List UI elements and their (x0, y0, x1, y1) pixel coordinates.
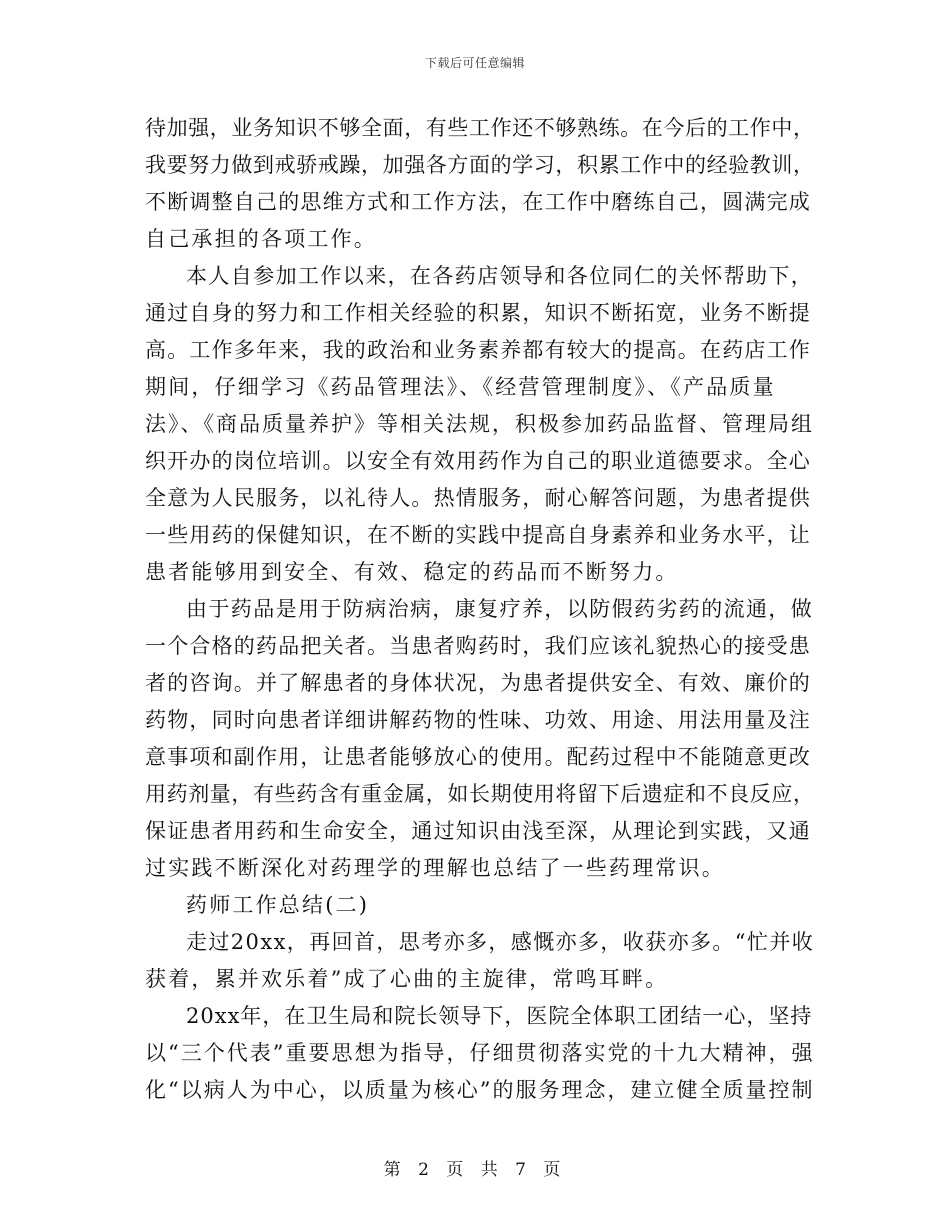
text-line: 全意为人民服务，以礼待人。热情服务，耐心解答问题，为患者提供 (145, 486, 811, 510)
page-number: 第 2 页 共 7 页 (383, 1160, 567, 1180)
text-line: 由于药品是用于防病治病，康复疗养，以防假药劣药的流通，做 (186, 597, 814, 621)
text-line: 织开办的岗位培训。以安全有效用药作为自己的职业道德要求。全心 (145, 449, 811, 473)
text-line: 一些用药的保健知识，在不断的实践中提高自身素养和业务水平，让 (145, 523, 811, 547)
text-line: 者的咨询。并了解患者的身体状况，为患者提供安全、有效、廉价的 (145, 671, 811, 695)
text-line: 高。工作多年来，我的政治和业务素养都有较大的提高。在药店工作 (145, 338, 811, 362)
text-line: 保证患者用药和生命安全，通过知识由浅至深，从理论到实践，又通 (145, 819, 811, 843)
text-line: 20xx年，在卫生局和院长领导下，医院全体职工团结一心，坚持 (186, 1004, 813, 1028)
text-line: 获着，累并欢乐着”成了心曲的主旋律，常鸣耳畔。 (145, 967, 669, 991)
text-line: 法》、《商品质量养护》等相关法规，积极参加药品监督、管理局组 (145, 412, 814, 436)
text-line: 自己承担的各项工作。 (145, 227, 377, 251)
text-line: 化“以病人为中心，以质量为核心”的服务理念，建立健全质量控制 (145, 1078, 815, 1102)
text-line: 走过20xx，再回首，思考亦多，感慨亦多，收获亦多。“忙并收 (186, 930, 815, 954)
text-line: 药物，同时向患者详细讲解药物的性味、功效、用途、用法用量及注 (145, 708, 811, 732)
text-line: 过实践不断深化对药理学的理解也总结了一些药理常识。 (145, 856, 725, 880)
text-line: 以“三个代表”重要思想为指导，仔细贯彻落实党的十九大精神，强 (145, 1041, 815, 1065)
text-line: 待加强，业务知识不够全面，有些工作还不够熟练。在今后的工作中， (145, 116, 815, 140)
text-line: 一个合格的药品把关者。当患者购药时，我们应该礼貌热心的接受患 (145, 634, 811, 658)
text-line: 期间，仔细学习《药品管理法》、《经营管理制度》、《产品质量 (145, 375, 776, 399)
page-header: 下载后可任意编辑 (424, 56, 525, 70)
text-line: 本人自参加工作以来，在各药店领导和各位同仁的关怀帮助下， (186, 264, 814, 288)
section-heading: 药师工作总结(二) (186, 893, 370, 917)
text-line: 不断调整自己的思维方式和工作方法，在工作中磨练自己，圆满完成 (145, 190, 811, 214)
text-line: 患者能够用到安全、有效、稳定的药品而不断努力。 (145, 560, 679, 584)
text-line: 意事项和副作用，让患者能够放心的使用。配药过程中不能随意更改 (145, 745, 811, 769)
text-line: 我要努力做到戒骄戒躁，加强各方面的学习，积累工作中的经验教训， (145, 153, 815, 177)
text-line: 用药剂量，有些药含有重金属，如长期使用将留下后遗症和不良反应， (145, 782, 815, 806)
text-line: 通过自身的努力和工作相关经验的积累，知识不断拓宽，业务不断提 (145, 301, 811, 325)
